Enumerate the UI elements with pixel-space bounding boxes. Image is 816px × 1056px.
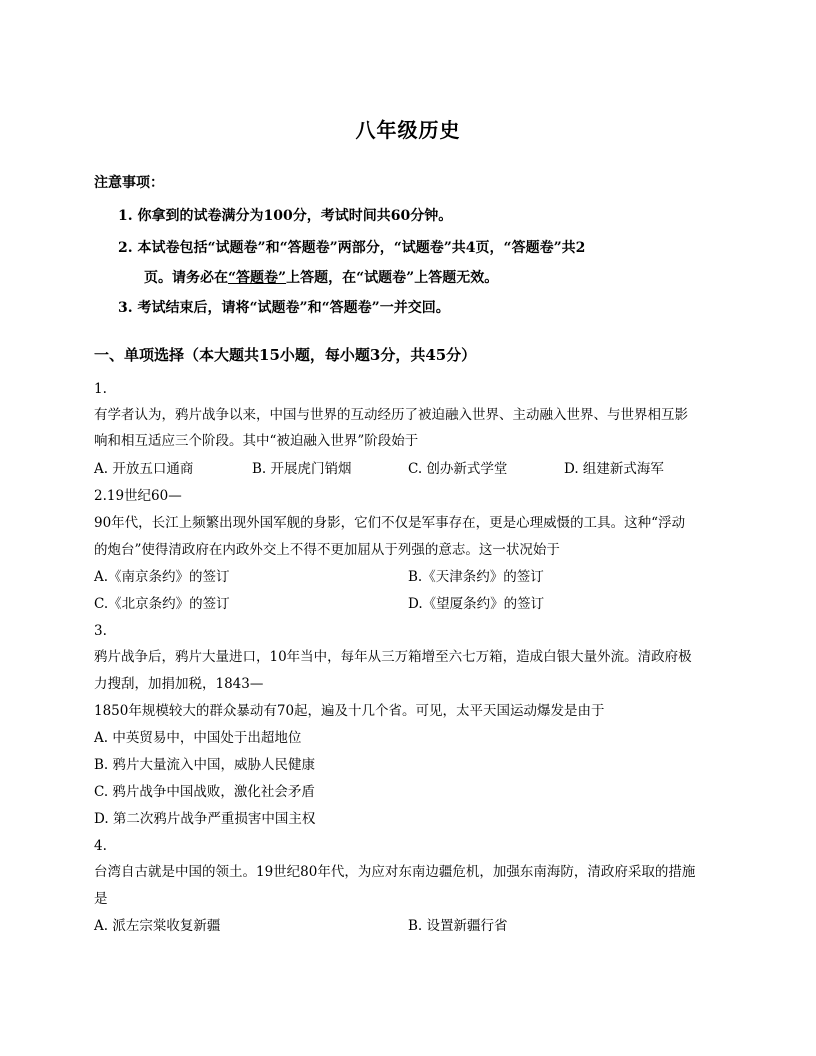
notice-item-3: 3. 考试结束后，请将“试题卷”和“答题卷”一并交回。 [118, 300, 450, 316]
question-2-option-b: B.《天津条约》的签订 [408, 569, 544, 585]
question-4-option-a: A. 派左宗棠收复新疆 [94, 918, 221, 934]
notice-item-2-line-1: 2. 本试卷包括“试题卷”和“答题卷”两部分，“试题卷”共4页，“答题卷”共2 [118, 240, 586, 256]
question-4-text-1: 台湾自古就是中国的领土。19世纪80年代，为应对东南边疆危机，加强东南海防，清政府采取的措施 [94, 864, 696, 880]
page-title: 八年级历史 [355, 118, 461, 142]
question-1-option-a: A. 开放五口通商 [94, 461, 194, 477]
question-1-number: 1. [94, 381, 107, 397]
question-2-option-d: D.《望厦条约》的签订 [408, 596, 545, 612]
question-2-text-1: 90年代，长江上频繁出现外国军舰的身影，它们不仅是军事存在，更是心理威慑的工具。这种“浮动 [94, 515, 686, 531]
question-1-option-c: C. 创办新式学堂 [408, 461, 508, 477]
question-3-option-b: B. 鸦片大量流入中国，威胁人民健康 [94, 757, 316, 773]
question-1-option-d: D. 组建新式海军 [564, 461, 664, 477]
question-2-text-2: 的炮台”使得清政府在内政外交上不得不更加屈从于列强的意志。这一状况始于 [94, 542, 560, 558]
notice-item-2-pre: 页。请务必在 [144, 270, 228, 286]
question-1-text-2: 响和相互适应三个阶段。其中“被迫融入世界”阶段始于 [94, 433, 419, 449]
question-2-option-a: A.《南京条约》的签订 [94, 569, 230, 585]
section-heading: 一、单项选择（本大题共15小题，每小题3分，共45分） [94, 346, 477, 364]
notice-heading: 注意事项： [94, 175, 164, 191]
question-4-number: 4. [94, 838, 107, 854]
notice-item-2-underlined: “答题卷” [228, 270, 287, 286]
notice-item-2-line-2 [144, 268, 498, 288]
question-1-option-b: B. 开展虎门销烟 [252, 461, 352, 477]
notice-item-2-post: 上答题，在“试题卷”上答题无效。 [286, 270, 499, 286]
notice-item-1: 1. 你拿到的试卷满分为100分，考试时间共60分钟。 [118, 208, 453, 224]
question-3-text-1: 鸦片战争后，鸦片大量进口，10年当中，每年从三万箱增至六七万箱，造成白银大量外流。清政府极 [94, 649, 692, 665]
question-3-option-d: D. 第二次鸦片战争严重损害中国主权 [94, 811, 316, 827]
question-3-option-a: A. 中英贸易中，中国处于出超地位 [94, 730, 302, 746]
question-4-option-b: B. 设置新疆行省 [408, 918, 508, 934]
question-2-number: 2.19世纪60— [94, 488, 182, 504]
question-3-number: 3. [94, 623, 107, 639]
question-2-option-c: C.《北京条约》的签订 [94, 596, 230, 612]
question-3-option-c: C. 鸦片战争中国战败，激化社会矛盾 [94, 784, 315, 800]
question-1-text-1: 有学者认为，鸦片战争以来，中国与世界的互动经历了被迫融入世界、主动融入世界、与世界相互影 [94, 407, 688, 423]
question-3-text-3: 1850年规模较大的群众暴动有70起，遍及十几个省。可见，太平天国运动爆发是由于 [94, 703, 605, 719]
question-4-text-2: 是 [94, 891, 108, 907]
question-3-text-2: 力搜刮，加捐加税，1843— [94, 676, 264, 692]
